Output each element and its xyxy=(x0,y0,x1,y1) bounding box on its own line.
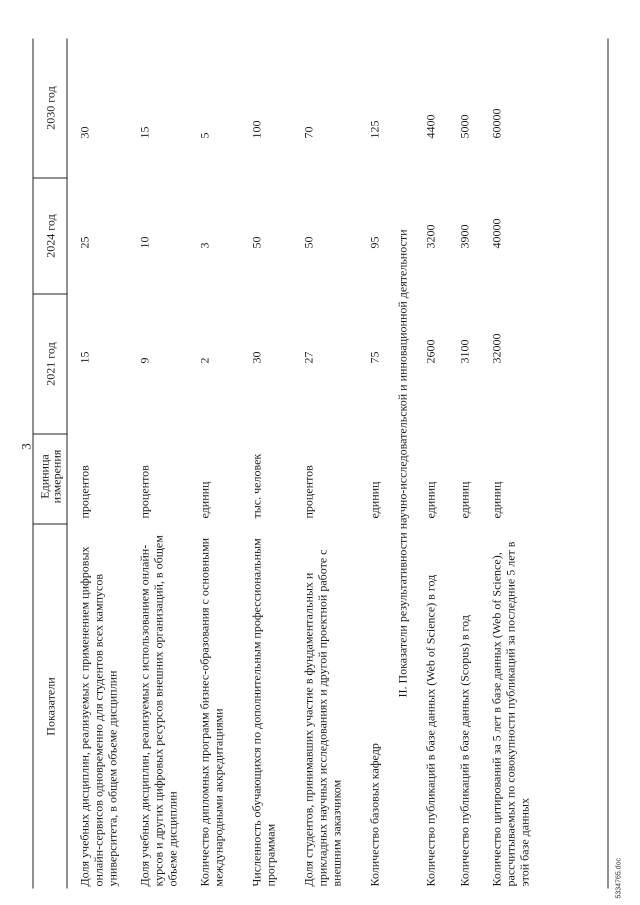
row-unit: процентов xyxy=(137,465,152,519)
row-unit: единиц xyxy=(423,481,438,519)
row-indicator: Количество публикаций в базе данных (Scopus) в год xyxy=(457,615,472,887)
row-value-2030: 100 xyxy=(249,120,264,139)
row-value-2024: 50 xyxy=(301,236,316,249)
row-value-2030: 5000 xyxy=(457,114,472,139)
row-value-2024: 3200 xyxy=(423,224,438,249)
indicators-table xyxy=(33,39,609,889)
row-value-2024: 50 xyxy=(249,236,264,249)
header-2021: 2021 год xyxy=(43,342,57,386)
row-unit: процентов xyxy=(77,465,92,519)
row-unit: единиц xyxy=(457,481,472,519)
row-value-2024: 95 xyxy=(367,236,382,249)
row-unit: единиц xyxy=(489,481,504,519)
row-value-2024: 40000 xyxy=(489,218,504,249)
row-value-2021: 32000 xyxy=(489,333,504,364)
row-value-2030: 4400 xyxy=(423,114,438,139)
row-value-2030: 15 xyxy=(137,126,152,139)
row-value-2021: 2 xyxy=(197,357,212,364)
row-value-2021: 3100 xyxy=(457,339,472,364)
header-indicator: Показатели xyxy=(43,677,57,736)
row-indicator: Доля студентов, принимавших участие в фундаментальных и прикладных научных исследованиях и другой проектной работе с внешним заказчиком xyxy=(301,549,344,887)
page-number: 3 xyxy=(18,443,34,450)
header-2030: 2030 год xyxy=(43,86,57,130)
row-unit: тыс. человек xyxy=(249,453,264,519)
row-value-2030: 30 xyxy=(77,126,92,139)
row-indicator: Количество публикаций в базе данных (Web of Science) в год xyxy=(423,574,438,887)
row-value-2021: 9 xyxy=(137,357,152,364)
row-value-2030: 70 xyxy=(301,126,316,139)
row-indicator: Доля учебных дисциплин, реализуемых с использованием онлайн-курсов и других цифровых ресурсов внешних организаций, в общем объеме дисциплин xyxy=(137,535,180,887)
header-2024: 2024 год xyxy=(43,214,57,258)
row-indicator: Доля учебных дисциплин, реализуемых с применением цифровых онлайн-сервисов одновременно для студентов всех кампусов университета, в общем объеме дисциплин xyxy=(77,546,120,887)
row-value-2021: 15 xyxy=(77,351,92,364)
row-unit: единиц xyxy=(367,481,382,519)
row-value-2024: 3900 xyxy=(457,224,472,249)
rotated-page xyxy=(1,0,640,905)
section-title: II. Показатели результативности научно-исследовательской и инновационной деятельности xyxy=(395,229,410,698)
row-indicator: Количество базовых кафедр xyxy=(367,743,382,887)
row-value-2021: 2600 xyxy=(423,339,438,364)
row-value-2030: 125 xyxy=(367,120,382,139)
table-header xyxy=(34,39,68,889)
row-value-2024: 10 xyxy=(137,236,152,249)
row-indicator: Численность обучающихся по дополнительным профессиональным программам xyxy=(249,538,278,887)
document-code: 5334765.doc xyxy=(615,858,623,899)
row-value-2021: 27 xyxy=(301,351,316,364)
header-unit: Единица измерения xyxy=(37,449,63,504)
row-indicator: Количество цитирований за 5 лет в базе данных (Web of Science), рассчитываемых по совокупности публикаций за последние 5 лет в этой базе данных xyxy=(489,541,532,887)
row-value-2021: 30 xyxy=(249,351,264,364)
row-unit: процентов xyxy=(301,465,316,519)
row-value-2021: 75 xyxy=(367,351,382,364)
row-value-2024: 25 xyxy=(77,236,92,249)
row-value-2030: 5 xyxy=(197,132,212,139)
row-indicator: Количество дипломных программ бизнес-образования с основными международными аккредитациями xyxy=(197,537,226,887)
row-unit: единиц xyxy=(197,481,212,519)
row-value-2024: 3 xyxy=(197,242,212,249)
row-value-2030: 60000 xyxy=(489,108,504,139)
